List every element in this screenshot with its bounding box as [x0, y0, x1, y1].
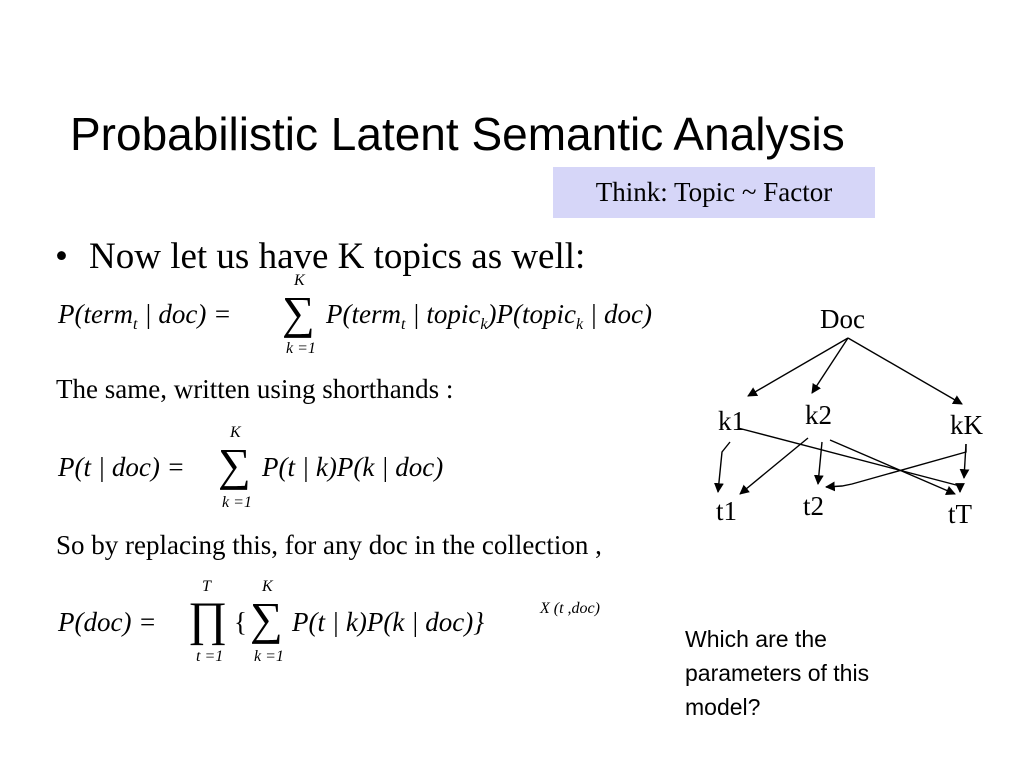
node-tT: tT — [948, 499, 972, 529]
eq3-exponent: X (t ,doc) — [540, 600, 600, 617]
product-symbol: ∏ — [188, 593, 228, 646]
eq2-sum — [218, 424, 258, 512]
eq2-sum-top: K — [230, 424, 241, 441]
question-note: Which are the parameters of this model? — [685, 626, 870, 720]
edge-kK-tT — [964, 444, 966, 478]
eq1-rhs-c-sub: k — [575, 316, 584, 333]
eq3-sum — [250, 578, 290, 668]
eq1-lhs-rest: | doc) = — [137, 299, 232, 329]
edge-k1-t1 — [718, 442, 730, 492]
replacing-text: So by replacing this, for any doc in the collection , — [56, 530, 602, 560]
diagram-edges — [718, 338, 966, 494]
node-doc: Doc — [820, 304, 865, 334]
equation-2-rhs: P(t | k)P(k | doc) — [262, 452, 444, 482]
node-k2: k2 — [805, 400, 832, 430]
eq1-rhs-c: )P(topic — [487, 299, 576, 329]
eq1-sum-top: K — [294, 272, 305, 289]
eq2-sum-bottom: k =1 — [222, 494, 252, 511]
eq1-rhs-a: P(term — [326, 299, 401, 329]
eq1-rhs-a-sub: t — [400, 316, 406, 333]
sum-symbol: ∑ — [218, 439, 251, 490]
eq1-sum — [282, 272, 322, 360]
edge-k2-t1 — [740, 438, 808, 494]
node-t2: t2 — [803, 491, 825, 521]
equation-1-rhs — [326, 296, 652, 343]
eq3-sum-bottom: k =1 — [254, 648, 284, 665]
eq1-lhs-sub: t — [132, 316, 138, 333]
equation-3-lhs: P(doc) = — [58, 607, 157, 637]
slide-title: Probabilistic Latent Semantic Analysis — [70, 108, 845, 160]
equation-2-lhs: P(t | doc) = — [58, 452, 185, 482]
node-k1: k1 — [718, 406, 745, 436]
eq3-brace: { — [234, 607, 247, 637]
edge-kK-t2 — [826, 444, 966, 487]
edge-doc-kK — [848, 338, 962, 404]
eq3-prod-top: T — [202, 578, 211, 595]
eq1-sum-bottom: k =1 — [286, 340, 316, 357]
equation-3-rhs: P(t | k)P(k | doc)} — [292, 607, 485, 637]
edge-doc-k1 — [748, 338, 848, 396]
callout-box: Think: Topic ~ Factor — [553, 167, 875, 218]
edge-k2-tT — [830, 440, 955, 494]
shorthand-text: The same, written using shorthands : — [56, 374, 454, 404]
eq1-rhs-b-sub: k — [480, 316, 488, 333]
bullet-symbol: • — [55, 236, 68, 277]
topic-model-diagram — [700, 300, 1024, 540]
eq1-lhs: P(term — [58, 299, 133, 329]
eq3-prod-bottom: t =1 — [196, 648, 224, 665]
eq1-rhs-d: | doc) — [583, 299, 652, 329]
eq3-sum-top: K — [262, 578, 273, 595]
node-t1: t1 — [716, 496, 738, 526]
bullet-text: Now let us have K topics as well: — [89, 236, 586, 277]
sum-symbol: ∑ — [250, 593, 283, 644]
node-kK: kK — [950, 410, 983, 440]
eq3-product — [188, 578, 232, 668]
sum-symbol: ∑ — [282, 287, 315, 338]
edge-k2-t2 — [818, 442, 822, 484]
edge-doc-k2 — [812, 338, 848, 393]
bullet-point — [55, 234, 585, 280]
eq1-rhs-b: | topic — [405, 299, 481, 329]
equation-1 — [58, 296, 231, 343]
